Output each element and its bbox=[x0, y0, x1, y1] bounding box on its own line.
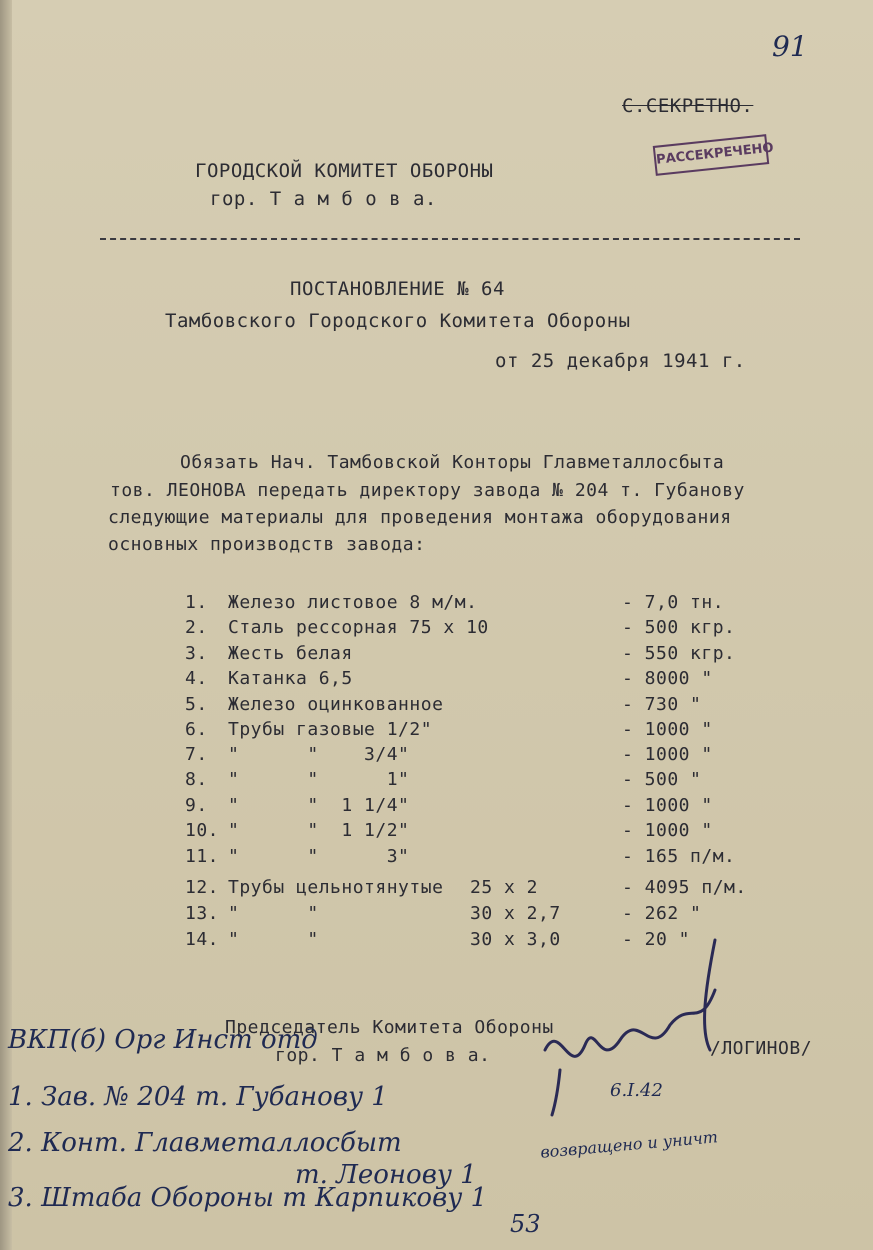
item-quantity: - 8000 " bbox=[622, 668, 713, 689]
body-line: основных производств завода: bbox=[108, 534, 426, 555]
page-number: 91 bbox=[772, 30, 808, 63]
handwritten-note: возвращено и уничт bbox=[539, 1127, 719, 1162]
item-name: " " 3" bbox=[228, 846, 410, 867]
item-number: 12. bbox=[185, 877, 220, 898]
handwritten-line0: ВКП(б) Орг Инст отд bbox=[8, 1025, 318, 1055]
item-size: 25 х 2 bbox=[470, 877, 539, 898]
item-number: 10. bbox=[185, 820, 220, 841]
item-number: 11. bbox=[185, 846, 220, 867]
resolution-title: ПОСТАНОВЛЕНИЕ № 64 bbox=[290, 278, 505, 300]
item-name: " " bbox=[228, 929, 319, 950]
signature-title-line2: гор. Т а м б о в а. bbox=[275, 1045, 491, 1066]
item-number: 1. bbox=[185, 592, 208, 613]
header-divider bbox=[100, 238, 800, 240]
item-quantity: - 7,0 тн. bbox=[622, 592, 725, 613]
item-number: 3. bbox=[185, 643, 208, 664]
item-name: Сталь рессорная 75 х 10 bbox=[228, 617, 489, 638]
item-name: Железо оцинкованное bbox=[228, 694, 444, 715]
handwritten-line3: 3. Штаба Обороны т Карпикову 1 bbox=[8, 1183, 488, 1213]
header-org: ГОРОДСКОЙ КОМИТЕТ ОБОРОНЫ bbox=[195, 160, 494, 182]
item-quantity: - 500 " bbox=[622, 769, 702, 790]
handwritten-line1: 1. Зав. № 204 т. Губанову 1 bbox=[8, 1082, 388, 1112]
item-number: 13. bbox=[185, 903, 220, 924]
item-name: " " 1 1/2" bbox=[228, 820, 410, 841]
item-number: 6. bbox=[185, 719, 208, 740]
item-number: 5. bbox=[185, 694, 208, 715]
declassified-stamp: РАССЕКРЕЧЕНО bbox=[653, 134, 770, 176]
item-name: " " 3/4" bbox=[228, 744, 410, 765]
body-line: следующие материалы для проведения монтажа оборудования bbox=[108, 507, 732, 528]
item-name: Трубы цельнотянутые bbox=[228, 877, 444, 898]
signature-title-line1: Председатель Комитета Обороны bbox=[225, 1017, 554, 1038]
item-quantity: - 4095 п/м. bbox=[622, 877, 747, 898]
item-size: 30 х 3,0 bbox=[470, 929, 561, 950]
item-number: 2. bbox=[185, 617, 208, 638]
item-name: " " 1 1/4" bbox=[228, 795, 410, 816]
item-quantity: - 1000 " bbox=[622, 719, 713, 740]
body-line: тов. ЛЕОНОВА передать директору завода № 204 т. Губанову bbox=[110, 480, 745, 501]
page-left-edge bbox=[0, 0, 12, 1250]
item-quantity: - 500 кгр. bbox=[622, 617, 736, 638]
secrecy-mark: С.СЕКРЕТНО. bbox=[622, 95, 754, 117]
item-quantity: - 550 кгр. bbox=[622, 643, 736, 664]
item-quantity: - 1000 " bbox=[622, 744, 713, 765]
item-quantity: - 262 " bbox=[622, 903, 702, 924]
item-number: 14. bbox=[185, 929, 220, 950]
item-name: Железо листовое 8 м/м. bbox=[228, 592, 478, 613]
item-name: Жесть белая bbox=[228, 643, 353, 664]
handwritten-line1-date: 6.I.42 bbox=[610, 1080, 663, 1101]
item-size: 30 х 2,7 bbox=[470, 903, 561, 924]
body-line: Обязать Нач. Тамбовской Конторы Главметаллосбыта bbox=[180, 452, 725, 473]
item-name: Катанка 6,5 bbox=[228, 668, 353, 689]
item-name: Трубы газовые 1/2" bbox=[228, 719, 433, 740]
item-name: " " bbox=[228, 903, 319, 924]
item-number: 4. bbox=[185, 668, 208, 689]
item-quantity: - 1000 " bbox=[622, 820, 713, 841]
handwritten-bottom-number: 53 bbox=[510, 1210, 541, 1238]
item-name: " " 1" bbox=[228, 769, 410, 790]
header-city: гор. Т а м б о в а. bbox=[210, 188, 437, 210]
handwritten-line2b: т. Леонову 1 bbox=[295, 1160, 477, 1190]
item-quantity: - 730 " bbox=[622, 694, 702, 715]
item-quantity: - 1000 " bbox=[622, 795, 713, 816]
resolution-issuer: Тамбовского Городского Комитета Обороны bbox=[165, 310, 631, 332]
item-quantity: - 165 п/м. bbox=[622, 846, 736, 867]
handwritten-line2: 2. Конт. Главметаллосбыт bbox=[8, 1128, 402, 1158]
item-number: 7. bbox=[185, 744, 208, 765]
item-quantity: - 20 " bbox=[622, 929, 691, 950]
item-number: 8. bbox=[185, 769, 208, 790]
item-number: 9. bbox=[185, 795, 208, 816]
signer-name: /ЛОГИНОВ/ bbox=[710, 1038, 813, 1059]
resolution-date: от 25 декабря 1941 г. bbox=[495, 350, 746, 372]
